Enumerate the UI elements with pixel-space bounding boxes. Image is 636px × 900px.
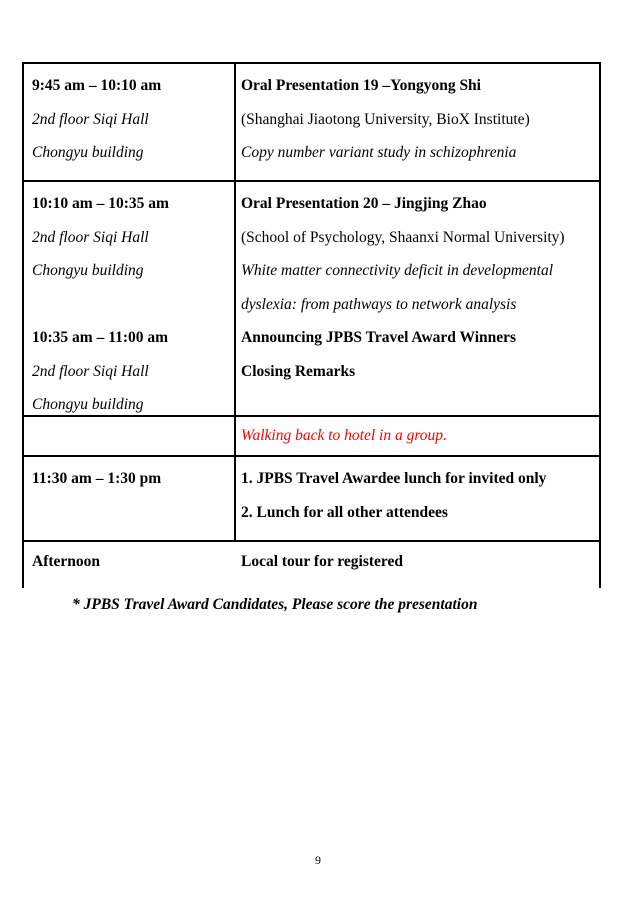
afternoon-label: Afternoon: [32, 553, 101, 570]
afternoon-detail-cell: [236, 542, 599, 588]
footnote-scoring-instruction: * JPBS Travel Award Candidates, Please score the presentation: [72, 596, 478, 613]
session-19-time-cell: [24, 64, 236, 180]
award-announcement: Announcing JPBS Travel Award Winners: [241, 329, 517, 346]
session-19-venue-floor: 2nd floor Siqi Hall: [32, 110, 149, 128]
lunch-time: 11:30 am – 1:30 pm: [32, 470, 162, 487]
lunch-item-2: 2. Lunch for all other attendees: [241, 503, 448, 521]
walking-note-cell: [236, 417, 599, 455]
walking-note-empty-cell: [24, 417, 236, 455]
session-20-time: 10:10 am – 10:35 am: [32, 195, 169, 212]
page-number: 9: [315, 853, 321, 867]
session-20-topic-line1: White matter connectivity deficit in developmental: [241, 262, 554, 279]
walking-note-text: Walking back to hotel in a group.: [241, 427, 447, 444]
table-row-afternoon: [22, 542, 601, 588]
closing-venue-floor: 2nd floor Siqi Hall: [32, 362, 149, 380]
table-row-session-20-and-closing: [22, 182, 601, 417]
session-19-time: 9:45 am – 10:10 am: [32, 77, 162, 94]
schedule-table: [22, 62, 601, 588]
session-19-topic: Copy number variant study in schizophrenia: [241, 144, 517, 161]
closing-time: 10:35 am – 11:00 am: [32, 329, 169, 346]
session-20-venue-building: Chongyu building: [32, 262, 144, 279]
session-20-detail-cell: [236, 182, 599, 415]
lunch-detail-cell: [236, 457, 599, 540]
session-19-affiliation: (Shanghai Jiaotong University, BioX Institute): [241, 110, 530, 128]
table-row-walking-note: [22, 417, 601, 457]
session-20-affiliation: (School of Psychology, Shaanxi Normal University): [241, 228, 565, 246]
session-20-topic-line2: dyslexia: from pathways to network analysis: [241, 295, 517, 313]
lunch-item-1: 1. JPBS Travel Awardee lunch for invited only: [241, 470, 547, 487]
spacer-line: [32, 288, 228, 322]
afternoon-activity: Local tour for registered: [241, 553, 404, 570]
table-row-session-19: [22, 62, 601, 182]
afternoon-time-cell: [24, 542, 236, 588]
session-20-venue-floor: 2nd floor Siqi Hall: [32, 228, 149, 246]
session-20-time-cell: [24, 182, 236, 415]
session-19-title: Oral Presentation 19 –Yongyong Shi: [241, 77, 481, 94]
session-19-venue-building: Chongyu building: [32, 144, 144, 161]
session-19-detail-cell: [236, 64, 599, 180]
lunch-time-cell: [24, 457, 236, 540]
closing-remarks: Closing Remarks: [241, 362, 356, 380]
closing-venue-building: Chongyu building: [32, 396, 144, 413]
table-row-lunch: [22, 457, 601, 542]
session-20-title: Oral Presentation 20 – Jingjing Zhao: [241, 195, 487, 212]
